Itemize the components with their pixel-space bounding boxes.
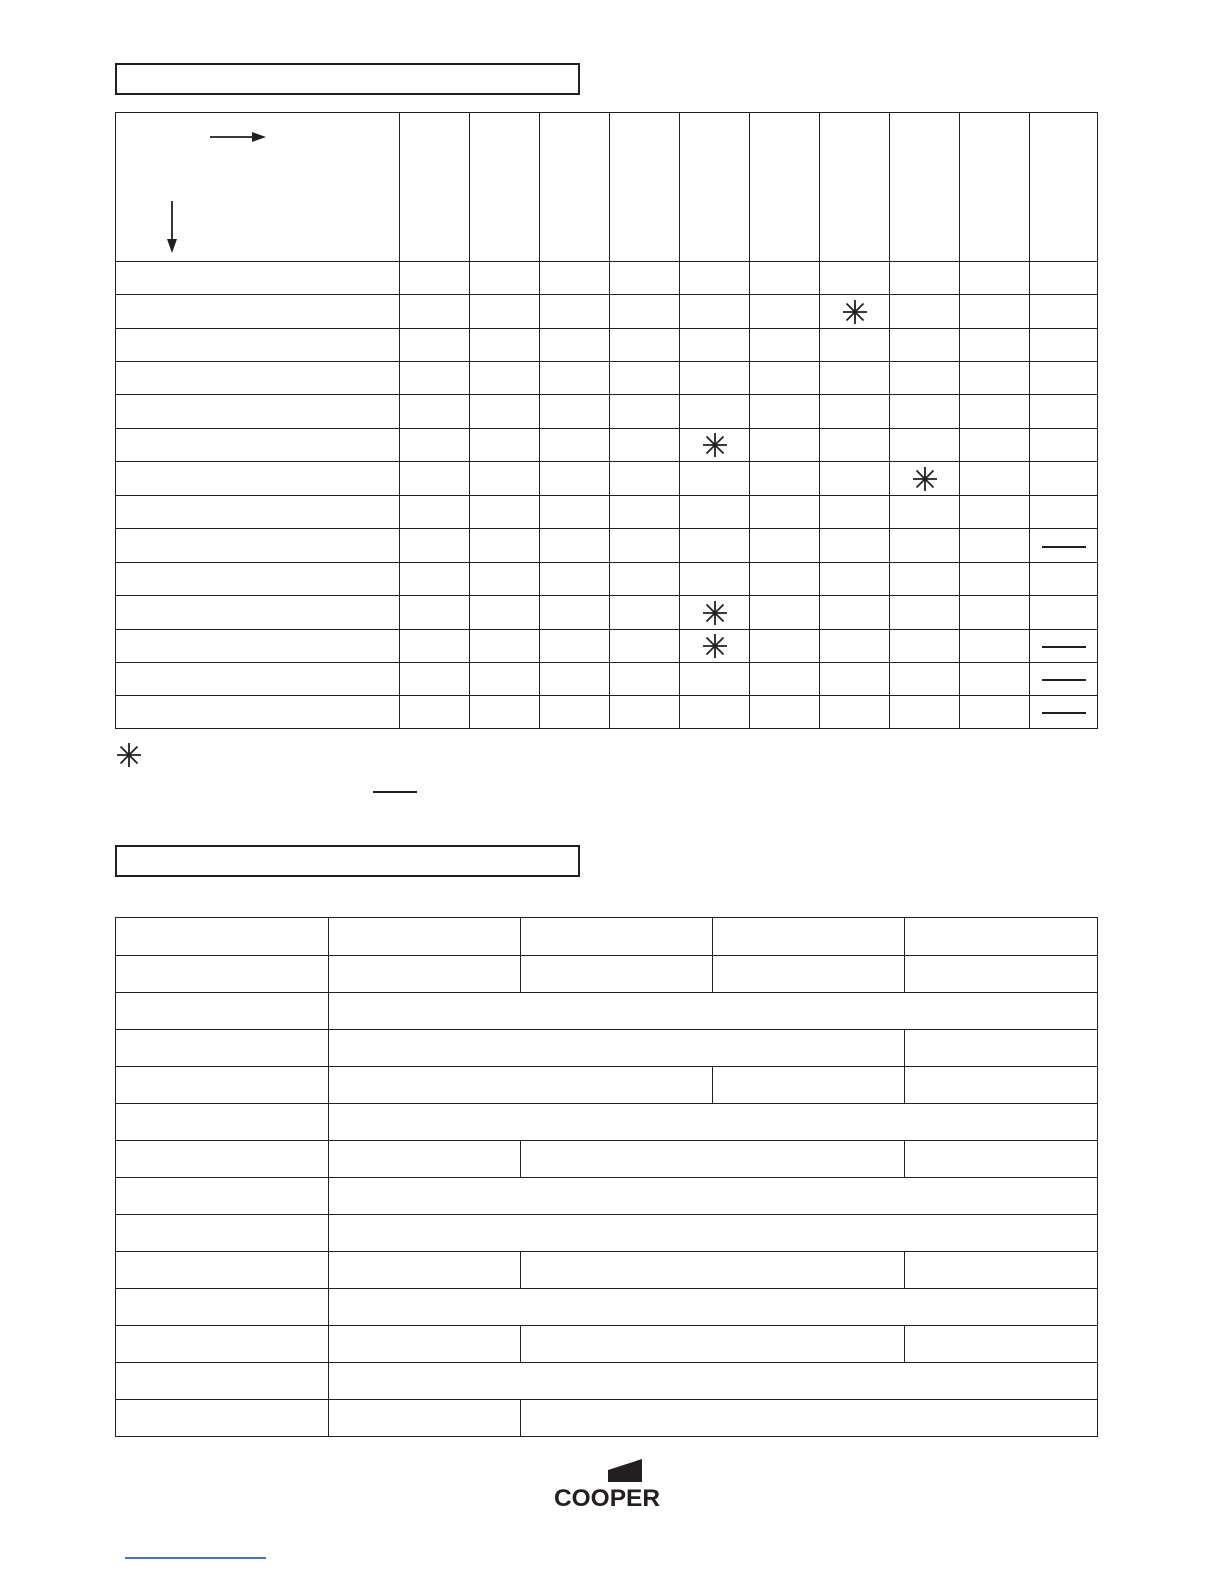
table-cell <box>540 462 610 496</box>
row-label-cell <box>116 993 329 1030</box>
table-cell <box>680 462 750 496</box>
table-cell <box>329 1067 713 1104</box>
table-cell <box>329 1141 521 1178</box>
table-cell <box>890 563 960 596</box>
table-cell <box>890 395 960 429</box>
column-header-cell <box>610 113 680 262</box>
row-label-cell <box>116 362 400 395</box>
table-cell <box>960 696 1030 729</box>
table-row <box>116 295 1098 329</box>
row-label-cell <box>116 1104 329 1141</box>
row-label-cell <box>116 1030 329 1067</box>
table-cell <box>540 563 610 596</box>
table-cell <box>890 696 960 729</box>
table-cell <box>750 429 820 462</box>
row-label-cell <box>116 295 400 329</box>
table-row <box>116 262 1098 295</box>
table-cell <box>400 663 470 696</box>
table-cell <box>750 329 820 362</box>
table-cell <box>610 663 680 696</box>
logo-text: COOPER <box>554 1485 660 1510</box>
table-cell <box>750 663 820 696</box>
table-cell <box>820 663 890 696</box>
table-cell <box>470 496 540 529</box>
table-cell <box>470 696 540 729</box>
table-cell <box>890 630 960 663</box>
table-cell <box>400 395 470 429</box>
table-cell <box>680 496 750 529</box>
table-cell <box>329 1400 521 1437</box>
asterisk-icon <box>116 742 142 768</box>
table-cell <box>890 529 960 563</box>
table-row <box>116 1030 1098 1067</box>
table-cell <box>890 329 960 362</box>
table-cell <box>1030 262 1098 295</box>
table-cell <box>610 362 680 395</box>
table-row <box>116 956 1098 993</box>
table-cell <box>329 1363 1098 1400</box>
table-cell <box>680 630 750 663</box>
table-cell <box>890 429 960 462</box>
table-cell <box>960 395 1030 429</box>
table-cell <box>470 663 540 696</box>
column-header-cell <box>470 113 540 262</box>
table-cell <box>750 262 820 295</box>
asterisk-icon <box>702 432 728 458</box>
table-cell <box>610 496 680 529</box>
table-cell <box>540 596 610 630</box>
asterisk-icon <box>702 633 728 659</box>
table-cell <box>960 429 1030 462</box>
table-cell <box>680 529 750 563</box>
table-cell <box>400 563 470 596</box>
table-cell <box>1030 295 1098 329</box>
table-cell <box>820 596 890 630</box>
table-cell <box>905 1141 1098 1178</box>
table-row <box>116 1326 1098 1363</box>
table-cell <box>820 295 890 329</box>
table-cell <box>521 918 713 956</box>
table-cell <box>890 663 960 696</box>
row-label-cell <box>116 262 400 295</box>
dash-icon <box>1042 679 1086 681</box>
table-cell <box>1030 329 1098 362</box>
table-cell <box>890 262 960 295</box>
table-cell <box>820 696 890 729</box>
arrow-right-icon <box>208 129 268 145</box>
column-header-cell <box>1030 113 1098 262</box>
table-cell <box>960 529 1030 563</box>
table-cell <box>890 295 960 329</box>
table-cell <box>680 563 750 596</box>
row-label-cell <box>116 1067 329 1104</box>
row-label-cell <box>116 329 400 362</box>
table-cell <box>470 563 540 596</box>
table-cell <box>820 362 890 395</box>
table-header-row <box>116 113 1098 262</box>
arrow-down-icon <box>164 199 180 255</box>
row-label-cell <box>116 462 400 496</box>
table-cell <box>820 529 890 563</box>
table-cell <box>960 496 1030 529</box>
table-cell <box>400 295 470 329</box>
table-cell <box>400 529 470 563</box>
table-row <box>116 462 1098 496</box>
row-label-cell <box>116 956 329 993</box>
table-row <box>116 1215 1098 1252</box>
table-cell <box>329 956 521 993</box>
column-header-cell <box>750 113 820 262</box>
table-row <box>116 329 1098 362</box>
table-row <box>116 1400 1098 1437</box>
table-row <box>116 1252 1098 1289</box>
table-cell <box>540 529 610 563</box>
table-cell <box>750 529 820 563</box>
table-cell <box>905 918 1098 956</box>
table-cell <box>400 630 470 663</box>
row-label-cell <box>116 1326 329 1363</box>
section-1-title-box <box>115 63 580 95</box>
table-row <box>116 993 1098 1030</box>
table-cell <box>540 329 610 362</box>
table-cell <box>960 462 1030 496</box>
column-header-cell <box>540 113 610 262</box>
table-cell <box>540 295 610 329</box>
table-cell <box>820 329 890 362</box>
table-cell <box>713 918 905 956</box>
table-cell <box>470 529 540 563</box>
table-cell <box>1030 663 1098 696</box>
dash-icon <box>1042 546 1086 548</box>
dash-icon <box>1042 712 1086 714</box>
row-label-cell <box>116 630 400 663</box>
table-cell <box>1030 496 1098 529</box>
table-cell <box>470 362 540 395</box>
table-cell <box>820 496 890 529</box>
table-cell <box>680 663 750 696</box>
table-row <box>116 696 1098 729</box>
table-cell <box>400 596 470 630</box>
table-cell <box>329 1030 905 1067</box>
table-cell <box>1030 596 1098 630</box>
table-cell <box>750 462 820 496</box>
table-cell <box>400 329 470 362</box>
column-header-cell <box>680 113 750 262</box>
table-cell <box>521 1400 1098 1437</box>
table-cell <box>540 262 610 295</box>
table-cell <box>521 1326 905 1363</box>
table-row <box>116 1067 1098 1104</box>
table-cell <box>750 563 820 596</box>
table-row <box>116 630 1098 663</box>
table-cell <box>400 362 470 395</box>
table-cell <box>960 663 1030 696</box>
table-cell <box>820 563 890 596</box>
table-cell <box>750 362 820 395</box>
table-cell <box>400 262 470 295</box>
table-cell <box>960 563 1030 596</box>
table-cell <box>680 262 750 295</box>
table-cell <box>540 362 610 395</box>
table-cell <box>1030 395 1098 429</box>
table-cell <box>680 295 750 329</box>
table-row <box>116 663 1098 696</box>
table-cell <box>680 696 750 729</box>
row-label-cell <box>116 429 400 462</box>
table-cell <box>960 295 1030 329</box>
table-cell <box>750 496 820 529</box>
table-cell <box>960 362 1030 395</box>
table-cell <box>400 429 470 462</box>
row-label-cell <box>116 596 400 630</box>
table-cell <box>470 462 540 496</box>
table-row <box>116 429 1098 462</box>
table-cell <box>750 395 820 429</box>
table-cell <box>610 395 680 429</box>
table-row <box>116 395 1098 429</box>
row-label-cell <box>116 1215 329 1252</box>
table-cell <box>750 596 820 630</box>
row-label-cell <box>116 1252 329 1289</box>
table-cell <box>610 630 680 663</box>
table-corner-cell <box>116 113 400 262</box>
table-cell <box>960 329 1030 362</box>
table-cell <box>610 596 680 630</box>
asterisk-icon <box>702 600 728 626</box>
table-cell <box>1030 362 1098 395</box>
table-cell <box>521 1141 905 1178</box>
column-header-cell <box>960 113 1030 262</box>
table-cell <box>329 1252 521 1289</box>
table-cell <box>750 295 820 329</box>
table-cell <box>905 956 1098 993</box>
table-cell <box>470 596 540 630</box>
column-header-cell <box>400 113 470 262</box>
table-cell <box>540 630 610 663</box>
table-cell <box>820 395 890 429</box>
table-cell <box>1030 696 1098 729</box>
table-cell <box>905 1030 1098 1067</box>
asterisk-icon <box>842 299 868 325</box>
table-cell <box>680 395 750 429</box>
row-label-cell <box>116 395 400 429</box>
table-cell <box>470 395 540 429</box>
table-cell <box>610 329 680 362</box>
dash-icon <box>373 791 417 793</box>
table-cell <box>890 496 960 529</box>
row-label-cell <box>116 1141 329 1178</box>
table-cell <box>890 596 960 630</box>
table-cell <box>329 1289 1098 1326</box>
table-cell <box>890 362 960 395</box>
table-cell <box>329 993 1098 1030</box>
table-row <box>116 362 1098 395</box>
compatibility-table <box>115 112 1098 729</box>
footer-rule <box>125 1557 266 1559</box>
row-label-cell <box>116 918 329 956</box>
row-label-cell <box>116 563 400 596</box>
table-cell <box>820 630 890 663</box>
table-cell <box>610 529 680 563</box>
table-row <box>116 1289 1098 1326</box>
table-cell <box>750 696 820 729</box>
row-label-cell <box>116 496 400 529</box>
table-row <box>116 563 1098 596</box>
row-label-cell <box>116 1178 329 1215</box>
table-cell <box>1030 563 1098 596</box>
table-row <box>116 496 1098 529</box>
table-cell <box>470 429 540 462</box>
table-cell <box>1030 429 1098 462</box>
table-cell <box>680 596 750 630</box>
table-cell <box>610 429 680 462</box>
row-label-cell <box>116 1363 329 1400</box>
table-cell <box>329 918 521 956</box>
table-cell <box>540 395 610 429</box>
table-cell <box>470 262 540 295</box>
table-row <box>116 1104 1098 1141</box>
table-cell <box>540 429 610 462</box>
table-cell <box>470 329 540 362</box>
table-cell <box>470 295 540 329</box>
table-cell <box>960 630 1030 663</box>
table-cell <box>610 696 680 729</box>
table-cell <box>750 630 820 663</box>
table-cell <box>540 696 610 729</box>
table-cell <box>610 563 680 596</box>
table-row <box>116 596 1098 630</box>
table-cell <box>820 462 890 496</box>
table-cell <box>905 1252 1098 1289</box>
table-cell <box>820 429 890 462</box>
table-cell <box>905 1326 1098 1363</box>
table-cell <box>1030 462 1098 496</box>
specification-table <box>115 917 1098 1437</box>
table-cell <box>680 429 750 462</box>
table-cell <box>540 663 610 696</box>
table-cell <box>400 496 470 529</box>
table-row <box>116 1363 1098 1400</box>
row-label-cell <box>116 529 400 563</box>
table-cell <box>890 462 960 496</box>
row-label-cell <box>116 696 400 729</box>
table-cell <box>329 1178 1098 1215</box>
table-cell <box>610 262 680 295</box>
table-cell <box>960 596 1030 630</box>
table-cell <box>329 1326 521 1363</box>
asterisk-icon <box>912 466 938 492</box>
column-header-cell <box>890 113 960 262</box>
section-2-title-box <box>115 845 580 877</box>
cooper-logo <box>552 1458 662 1510</box>
table-cell <box>521 956 713 993</box>
table-cell <box>610 295 680 329</box>
dash-icon <box>1042 646 1086 648</box>
table-cell <box>521 1252 905 1289</box>
table-row <box>116 1178 1098 1215</box>
table-cell <box>680 362 750 395</box>
table-row <box>116 529 1098 563</box>
row-label-cell <box>116 663 400 696</box>
table-cell <box>1030 529 1098 563</box>
table-cell <box>1030 630 1098 663</box>
table-cell <box>960 262 1030 295</box>
row-label-cell <box>116 1400 329 1437</box>
table-cell <box>470 630 540 663</box>
table-cell <box>610 462 680 496</box>
table-cell <box>820 262 890 295</box>
table-cell <box>400 696 470 729</box>
table-cell <box>680 329 750 362</box>
table-row <box>116 1141 1098 1178</box>
table-cell <box>400 462 470 496</box>
column-header-cell <box>820 113 890 262</box>
table-row <box>116 918 1098 956</box>
table-cell <box>329 1104 1098 1141</box>
table-cell <box>329 1215 1098 1252</box>
table-cell <box>540 496 610 529</box>
row-label-cell <box>116 1289 329 1326</box>
table-cell <box>905 1067 1098 1104</box>
table-cell <box>713 1067 905 1104</box>
table-cell <box>713 956 905 993</box>
